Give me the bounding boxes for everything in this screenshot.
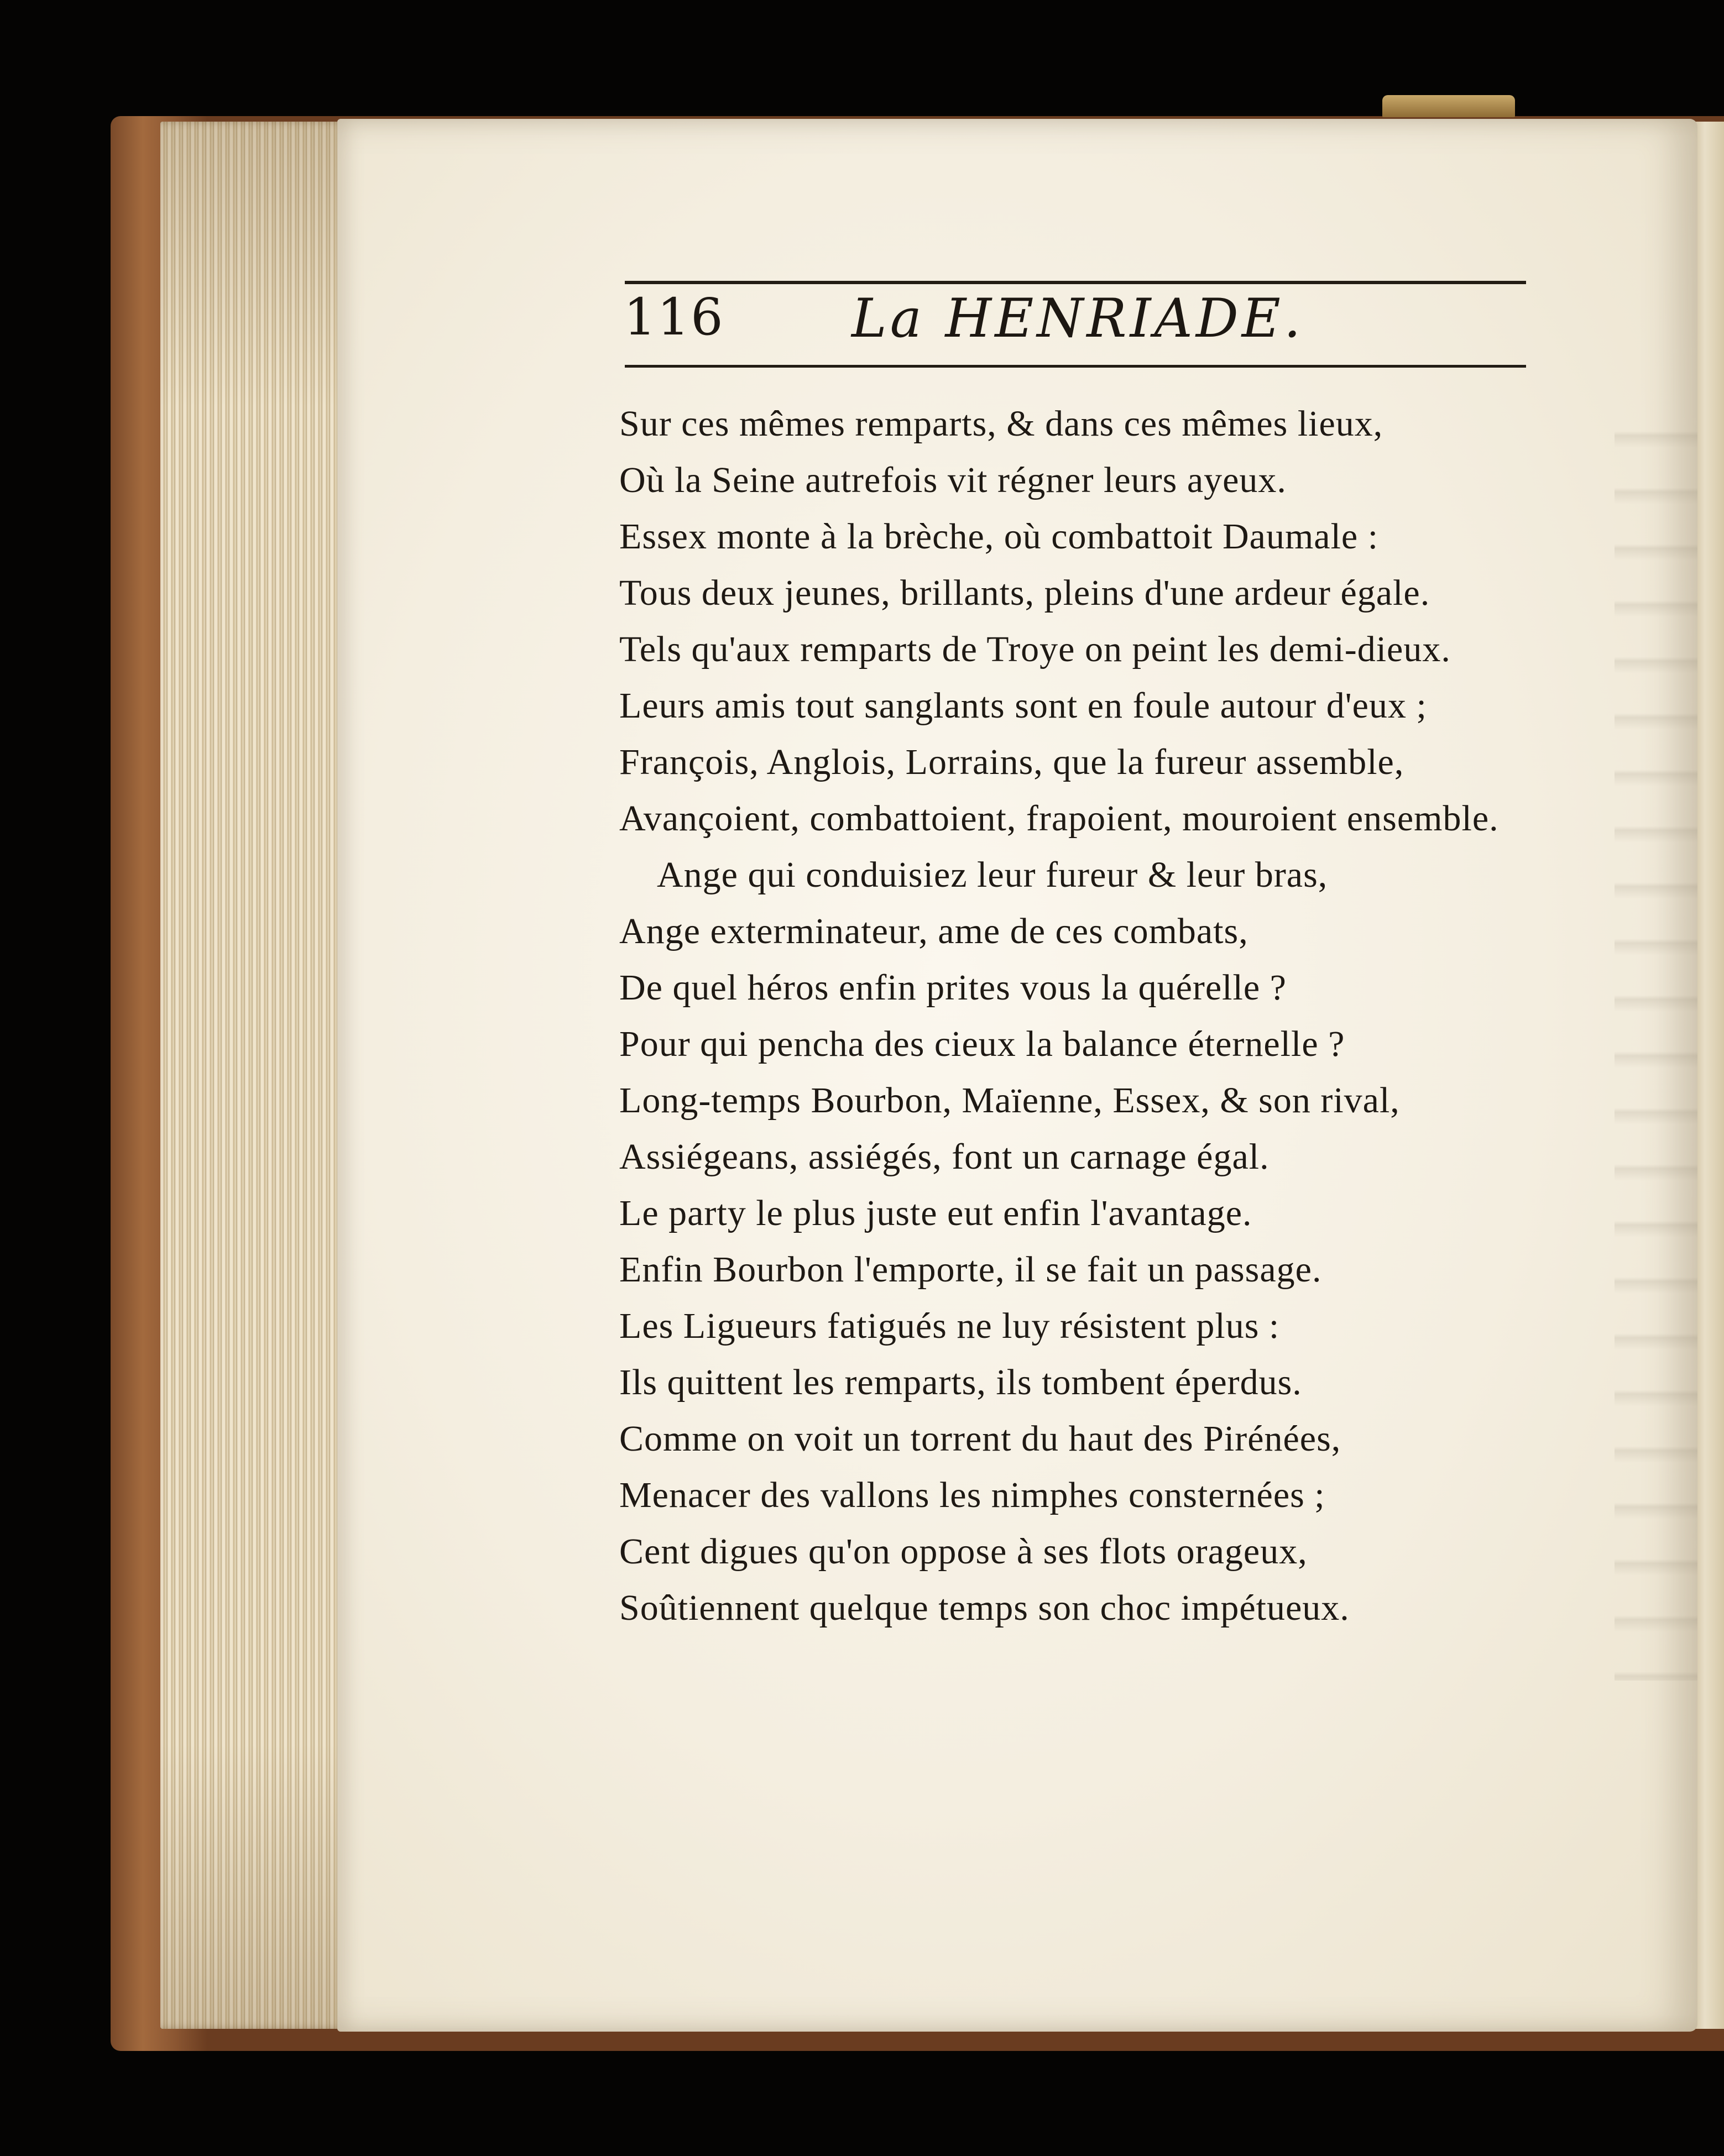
show-through (1615, 409, 1697, 1681)
verse-line: Leurs amis tout sanglants sont en foule autour d'eux ; (619, 685, 1427, 726)
verse-line: Menacer des vallons les nimphes consternées ; (619, 1475, 1325, 1515)
page-number: 116 (624, 287, 724, 347)
verse-line: Les Ligueurs fatigués ne luy résistent plus : (619, 1306, 1280, 1346)
page-edges (160, 122, 348, 2029)
brass-clasp (1382, 95, 1515, 117)
verse-line: Tous deux jeunes, brillants, pleins d'une ardeur égale. (619, 573, 1430, 613)
verse-line: Le party le plus juste eut enfin l'avantage. (619, 1193, 1252, 1233)
verse-line: Assiégeans, assiégés, font un carnage égal. (619, 1137, 1270, 1177)
verse-line: Ange exterminateur, ame de ces combats, (619, 911, 1248, 951)
verse-line: Comme on voit un torrent du haut des Pirénées, (619, 1419, 1341, 1459)
verse-line: Ange qui conduisiez leur fureur & leur bras, (657, 855, 1328, 895)
verse-block (619, 396, 1559, 1636)
verse-line: Soûtiennent quelque temps son choc impétueux. (619, 1588, 1350, 1628)
verse-line: Avançoient, combattoient, frapoient, mouroient ensemble. (619, 798, 1499, 839)
verse-line: Ils quittent les remparts, ils tombent éperdus. (619, 1362, 1302, 1403)
header-rule-bottom (625, 365, 1526, 368)
verse-line: Pour qui pencha des cieux la balance éternelle ? (619, 1024, 1345, 1064)
verse-line: Long-temps Bourbon, Maïenne, Essex, & son rival, (619, 1080, 1400, 1121)
verse-line: Où la Seine autrefois vit régner leurs ayeux. (619, 460, 1287, 500)
verse-line: De quel héros enfin prites vous la quérelle ? (619, 967, 1287, 1008)
verse-line: Tels qu'aux remparts de Troye on peint les demi-dieux. (619, 629, 1451, 669)
header-rule-top (625, 281, 1526, 284)
verse-line: Essex monte à la brèche, où combattoit Daumale : (619, 516, 1379, 557)
running-title: La HENRIADE. (851, 287, 1304, 349)
verse-line: Enfin Bourbon l'emporte, il se fait un passage. (619, 1249, 1322, 1290)
verse-line: Cent digues qu'on oppose à ses flots orageux, (619, 1531, 1308, 1572)
verse-line: François, Anglois, Lorrains, que la fureur assemble, (619, 742, 1404, 782)
verse-line: Sur ces mêmes remparts, & dans ces mêmes lieux, (619, 404, 1383, 444)
